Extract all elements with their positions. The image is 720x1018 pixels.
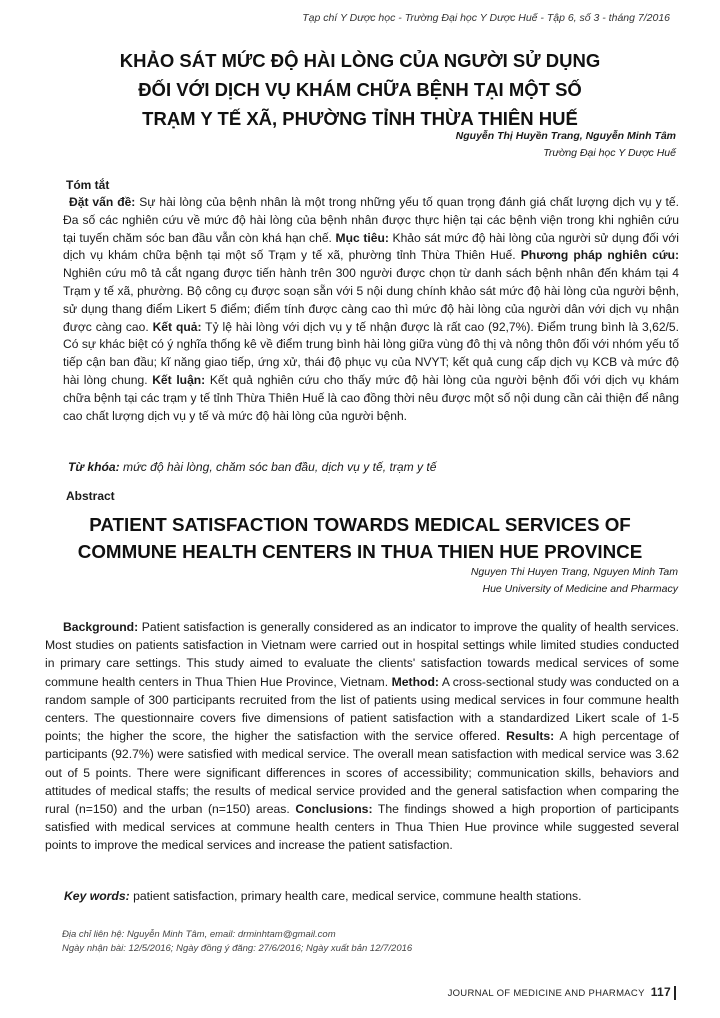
footnote (62, 928, 412, 956)
en-abstract-heading: Abstract (66, 489, 115, 503)
vi-keywords-label: Từ khóa: (68, 460, 120, 474)
en-abstract (45, 618, 679, 855)
en-label-results: Results: (506, 729, 555, 744)
en-keywords-text: patient satisfaction, primary health care, medical service, commune health stations. (129, 889, 582, 903)
vi-text-background: Sự hài lòng của bệnh nhân là một trong những yếu tố quan trọng đánh giá chất lượng dịch vụ y tế. Đa số các nghiên cứu về mức độ hài lòng của bệnh nhân được thực hiện tại các bệnh viện trong khi nghiên cứu tại tuyến chăm sóc ban đầu vẫn còn khá hạn chế. (63, 195, 680, 245)
en-text-results: A high percentage of participants (92.7%) were satisfied with medical service. The overall mean satisfaction with medical service was 3.62 out of 5 points. There were significant differences in scores of accessibility; communication skills, behaviors and attitudes of medical staffs; the results of medical service provided and the general satisfaction when comparing the rural (n=150) and the urban (n=150) areas. (45, 729, 679, 817)
vi-title-line: ĐỐI VỚI DỊCH VỤ KHÁM CHỮA BỆNH TẠI MỘT SỐ (138, 79, 582, 100)
vi-keywords-text: mức độ hài lòng, chăm sóc ban đầu, dịch vụ y tế, trạm y tế (119, 460, 437, 474)
en-keywords-label: Key words: (64, 889, 130, 903)
en-authors: Nguyen Thi Huyen Trang, Nguyen Minh Tam (470, 566, 678, 578)
vi-text-objective: Khảo sát mức độ hài lòng của người sử dụng đối với dịch vụ khám chữa bệnh tại một số Trạm y tế xã, phường tỉnh Thừa Thiên Huế. (63, 230, 679, 263)
vi-abstract-heading: Tóm tắt (66, 178, 110, 192)
en-affiliation: Hue University of Medicine and Pharmacy (482, 583, 678, 595)
vi-authors: Nguyễn Thị Huyền Trang, Nguyễn Minh Tâm (455, 130, 676, 142)
english-title (50, 511, 670, 565)
en-title-line: PATIENT SATISFACTION TOWARDS MEDICAL SERVICES OF (89, 514, 631, 535)
vi-label-method: Phương pháp nghiên cứu: (520, 248, 679, 263)
vi-abstract (63, 194, 679, 425)
en-text-background: Patient satisfaction is generally considered as an indicator to improve the quality of health services. Most studies on patients satisfaction in Vietnam were carried out in hospital settings while limited studies conducted in primary care settings. This study aimed to evaluate the clients' satisfaction towards medical services of some commune health centers in Thua Thien Hue Province, Vietnam. (45, 620, 679, 689)
vi-label-results: Kết quả: (152, 319, 202, 334)
vietnamese-title (60, 46, 660, 133)
vi-text-results: Tỷ lệ hài lòng với dịch vụ y tế nhận được là rất cao (92,7%). Điểm trung bình là 3,62/5. Có sự khác biệt có ý nghĩa thống kê về điểm trung bình hài lòng giữa vùng đô thị và nông thôn đối với nhóm yếu tố tiếp cận ban đầu; kĩ năng giao tiếp, ứng xử, thái độ phục vụ của NVYT; kết quả cung cấp dịch vụ KCB và mức độ hài lòng chung. (63, 319, 679, 387)
en-title-line: COMMUNE HEALTH CENTERS IN THUA THIEN HUE PROVINCE (77, 541, 643, 562)
footer-journal: JOURNAL OF MEDICINE AND PHARMACY (447, 988, 645, 999)
running-header: Tạp chí Y Dược học - Trường Đại học Y Dược Huế - Tập 6, số 3 - tháng 7/2016 (302, 12, 670, 24)
page-number: 117 (650, 985, 671, 999)
vi-text-conclusion: Kết quả nghiên cứu cho thấy mức độ hài lòng của người bệnh đối với dịch vụ khám chữa bệnh tại các trạm y tế tỉnh Thừa Thiên Huế là cao đồng thời nêu được một số nội dung cần cải thiện để nâng cao chất lượng dịch vụ y tế và mức độ hài lòng của người bệnh. (63, 372, 679, 423)
footer-bar (674, 986, 676, 1000)
vi-affiliation: Trường Đại học Y Dược Huế (543, 147, 676, 159)
vi-title-line: TRẠM Y TẾ XÃ, PHƯỜNG TỈNH THỪA THIÊN HUẾ (142, 108, 578, 129)
en-label-background: Background: (63, 620, 139, 634)
footnote-contact: Địa chỉ liên hệ: Nguyễn Minh Tâm, email: drminhtam@gmail.com (62, 929, 336, 940)
vi-keywords (64, 460, 680, 474)
vi-label-objective: Mục tiêu: (335, 230, 389, 245)
vi-title-line: KHẢO SÁT MỨC ĐỘ HÀI LÒNG CỦA NGƯỜI SỬ DỤNG (119, 50, 601, 71)
footnote-dates: Ngày nhận bài: 12/5/2016; Ngày đồng ý đăng: 27/6/2016; Ngày xuất bản 12/7/2016 (62, 943, 413, 954)
en-keywords (64, 889, 582, 903)
page-footer (448, 985, 676, 1000)
en-label-method: Method: (391, 674, 439, 689)
en-text-conclusions: The findings showed a high proportion of participants satisfied with medical services at commune health centers in Thua Thien Hue province while suggested several points to improve the medical services and increase the patient satisfaction. (45, 802, 679, 853)
en-text-method: A cross-sectional study was conducted on a random sample of 300 participants recruited from the list of patients using medical services in four commune health centers. The questionnaire covers five dimensions of patient satisfaction with a standardized Likert scale of 1-5 points; the higher the score, the higher the satisfaction with the service offered. (45, 674, 679, 744)
vi-text-method: Nghiên cứu mô tả cắt ngang được tiến hành trên 300 người được chọn từ danh sách bệnh nhân đến khám tại 4 Trạm y tế xã, phường. Bộ công cụ được soạn sẵn với 5 nội dung chính khảo sát mức độ hài lòng của người bệnh, sử dụng thang điểm Likert 5 điểm; điểm tính được càng cao thì mức độ hài lòng của người dân với dịch vụ nhận được càng cao. (63, 266, 679, 334)
vi-label-background: Đặt vấn đề: (69, 195, 136, 209)
vi-label-conclusion: Kết luận: (152, 372, 206, 387)
en-label-conclusions: Conclusions: (295, 802, 373, 817)
